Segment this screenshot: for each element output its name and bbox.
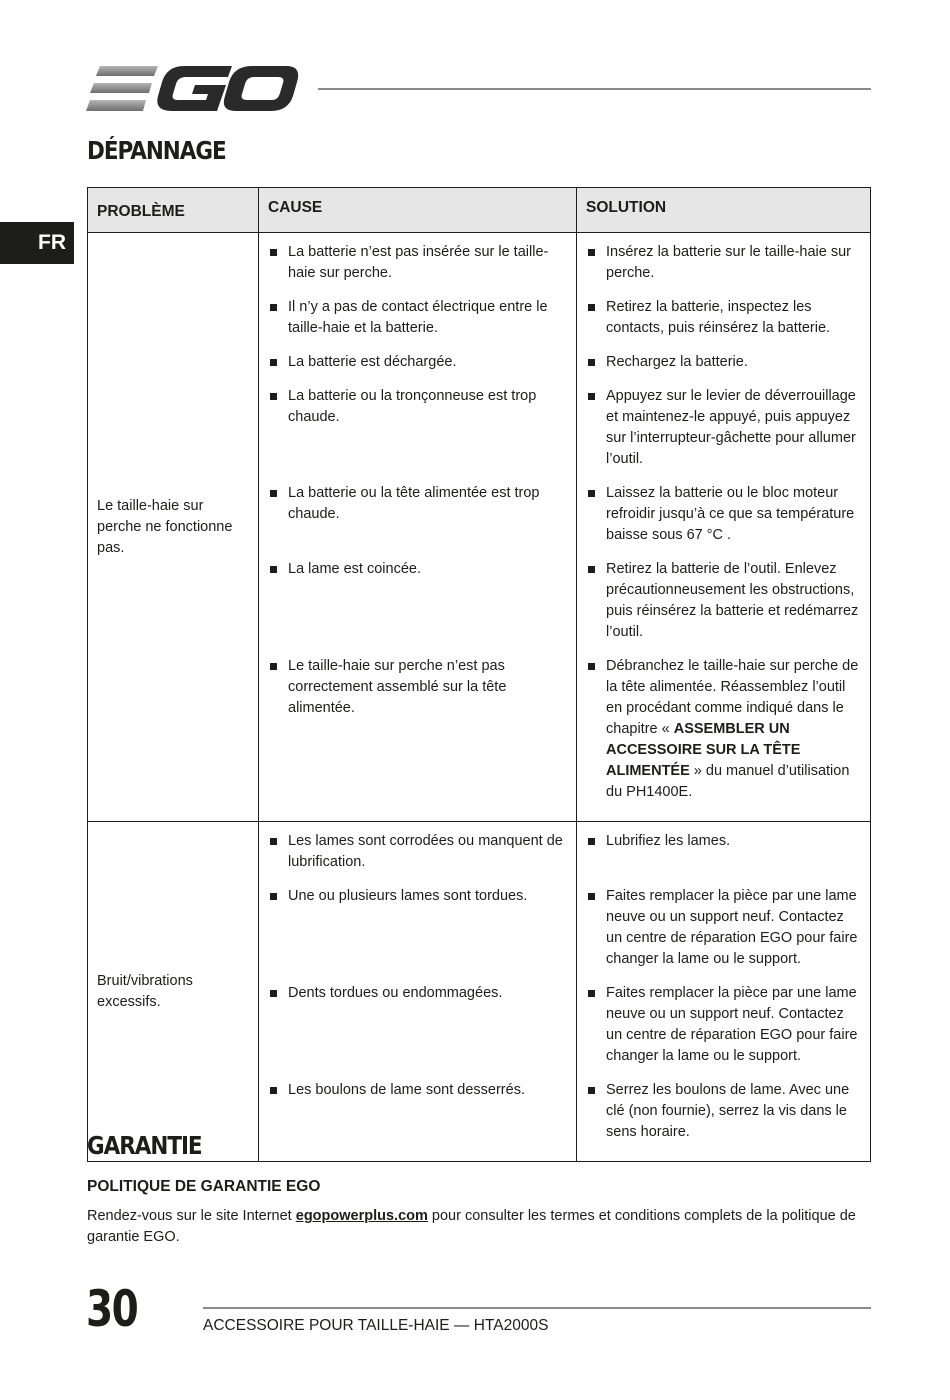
- cause-item: [270, 831, 567, 873]
- solution-item: [588, 483, 861, 546]
- cause-item: [270, 886, 567, 970]
- header-problem: PROBLÈME: [88, 188, 259, 233]
- solution-item: [588, 983, 861, 1067]
- bullet-square-icon: [270, 1087, 277, 1094]
- solution-text: Retirez la batterie, inspectez les contacts, puis réinsérez la batterie.: [606, 299, 831, 336]
- bullet-square-icon: [270, 566, 277, 573]
- cause-item: [270, 386, 567, 470]
- warranty-subtitle: POLITIQUE DE GARANTIE EGO: [87, 1178, 321, 1195]
- warranty-text: [87, 1206, 877, 1248]
- solution-text: Insérez la batterie sur le taille-haie sur perche.: [606, 244, 852, 281]
- bullet-square-icon: [588, 359, 595, 366]
- cause-item: [270, 1080, 567, 1143]
- bullet-square-icon: [588, 490, 595, 497]
- warranty-text-after: pour consulter les termes et conditions complets de la politique de garantie EGO.: [87, 1208, 856, 1245]
- header-solution: SOLUTION: [577, 188, 871, 233]
- solution-text: Lubrifiez les lames.: [606, 833, 731, 849]
- cause-item: [270, 983, 567, 1067]
- solution-item: [588, 297, 861, 339]
- bullet-square-icon: [270, 663, 277, 670]
- solution-text: Serrez les boulons de lame. Avec une clé (non fournie), serrez la vis dans le sens horaire.: [606, 1082, 850, 1140]
- bullet-square-icon: [588, 838, 595, 845]
- warranty-link[interactable]: egopowerplus.com: [295, 1208, 428, 1224]
- footer-doc-title: ACCESSOIRE POUR TAILLE-HAIE — HTA2000S: [203, 1317, 549, 1334]
- solution-item: [588, 1080, 861, 1143]
- bullet-square-icon: [270, 490, 277, 497]
- solution-item: [588, 386, 861, 470]
- solution-text: Appuyez sur le levier de déverrouillage et maintenez-le appuyé, puis appuyez sur l’interrupteur-gâchette pour allumer l’outil.: [606, 388, 856, 467]
- cause-item: [270, 242, 567, 284]
- cause-text: Il n’y a pas de contact électrique entre le taille-haie et la batterie.: [288, 299, 548, 336]
- solution-item: [588, 242, 861, 284]
- solution-pre-part: Débranchez le taille-haie sur perche de la tête alimentée. Réassemblez l’outil en procédant comme indiqué dans le chapitre «: [606, 658, 859, 737]
- solution-item: [588, 886, 861, 970]
- cause-text: Le taille-haie sur perche n’est pas correctement assemblé sur la tête alimentée.: [288, 658, 507, 716]
- cause-text: La batterie ou la tête alimentée est trop chaude.: [288, 485, 540, 522]
- cause-text: Une ou plusieurs lames sont tordues.: [288, 888, 528, 904]
- bullet-square-icon: [588, 1087, 595, 1094]
- bullet-square-icon: [588, 304, 595, 311]
- cause-item: [270, 297, 567, 339]
- bullet-square-icon: [588, 663, 595, 670]
- footer-rule: [203, 1307, 871, 1309]
- cause-text: La batterie est déchargée.: [288, 354, 457, 370]
- solution-bold-part: ASSEMBLER UN ACCESSOIRE SUR LA TÊTE ALIMENTÉE: [606, 721, 801, 779]
- bullet-square-icon: [270, 359, 277, 366]
- problem-cell: Le taille-haie sur perche ne fonctionne pas.: [88, 233, 259, 822]
- table-row: [88, 233, 871, 822]
- bullet-square-icon: [588, 990, 595, 997]
- bullet-square-icon: [588, 249, 595, 256]
- table-row: [88, 822, 871, 1162]
- problem-cell: Bruit/vibrations excessifs.: [88, 822, 259, 1162]
- table-header-row: [88, 188, 871, 233]
- cause-text: Dents tordues ou endommagées.: [288, 985, 503, 1001]
- cause-text: La batterie ou la tronçonneuse est trop chaude.: [288, 388, 537, 425]
- bullet-square-icon: [270, 990, 277, 997]
- cause-text: Les boulons de lame sont desserrés.: [288, 1082, 525, 1098]
- solution-text: Faites remplacer la pièce par une lame neuve ou un support neuf. Contactez un centre de réparation EGO pour faire changer la lame ou le support.: [606, 888, 858, 967]
- bullet-square-icon: [588, 893, 595, 900]
- solution-text: Faites remplacer la pièce par une lame neuve ou un support neuf. Contactez un centre de réparation EGO pour faire changer la lame ou le support.: [606, 985, 858, 1064]
- cause-text: Les lames sont corrodées ou manquent de lubrification.: [288, 833, 563, 870]
- warranty-title: GARANTIE: [87, 1131, 202, 1160]
- ego-logo: [86, 64, 300, 114]
- solution-item: [588, 559, 861, 643]
- warranty-text-before: Rendez-vous sur le site Internet: [87, 1208, 296, 1224]
- solution-text: Rechargez la batterie.: [606, 354, 748, 370]
- solution-post-part: » du manuel d’utilisation du PH1400E.: [606, 763, 850, 800]
- bullet-square-icon: [588, 393, 595, 400]
- solution-item: [588, 352, 861, 373]
- cause-cell: [259, 822, 577, 1162]
- bullet-square-icon: [270, 249, 277, 256]
- solution-cell: [577, 233, 871, 822]
- language-tab: FR: [0, 222, 74, 264]
- solution-item: [588, 831, 861, 873]
- bullet-square-icon: [270, 304, 277, 311]
- header-cause: CAUSE: [259, 188, 577, 233]
- solution-text: Laissez la batterie ou le bloc moteur refroidir jusqu’à ce que sa température baisse sous 67 °C .: [606, 485, 855, 543]
- bullet-square-icon: [270, 838, 277, 845]
- cause-item: [270, 656, 567, 803]
- cause-cell: [259, 233, 577, 822]
- cause-text: La lame est coincée.: [288, 561, 421, 577]
- solution-cell: [577, 822, 871, 1162]
- page-number: 30: [86, 1280, 138, 1338]
- header-rule: [318, 88, 871, 90]
- bullet-square-icon: [270, 393, 277, 400]
- solution-item: [588, 656, 861, 803]
- solution-text: Retirez la batterie de l’outil. Enlevez précautionneusement les obstructions, puis réinsérez la batterie et redémarrez l’outil.: [606, 561, 859, 640]
- troubleshooting-title: DÉPANNAGE: [87, 136, 226, 165]
- cause-item: [270, 483, 567, 546]
- cause-text: La batterie n’est pas insérée sur le taille-haie sur perche.: [288, 244, 549, 281]
- cause-item: [270, 352, 567, 373]
- cause-item: [270, 559, 567, 643]
- troubleshooting-table: [87, 187, 871, 1162]
- bullet-square-icon: [588, 566, 595, 573]
- bullet-square-icon: [270, 893, 277, 900]
- solution-text: [606, 656, 861, 803]
